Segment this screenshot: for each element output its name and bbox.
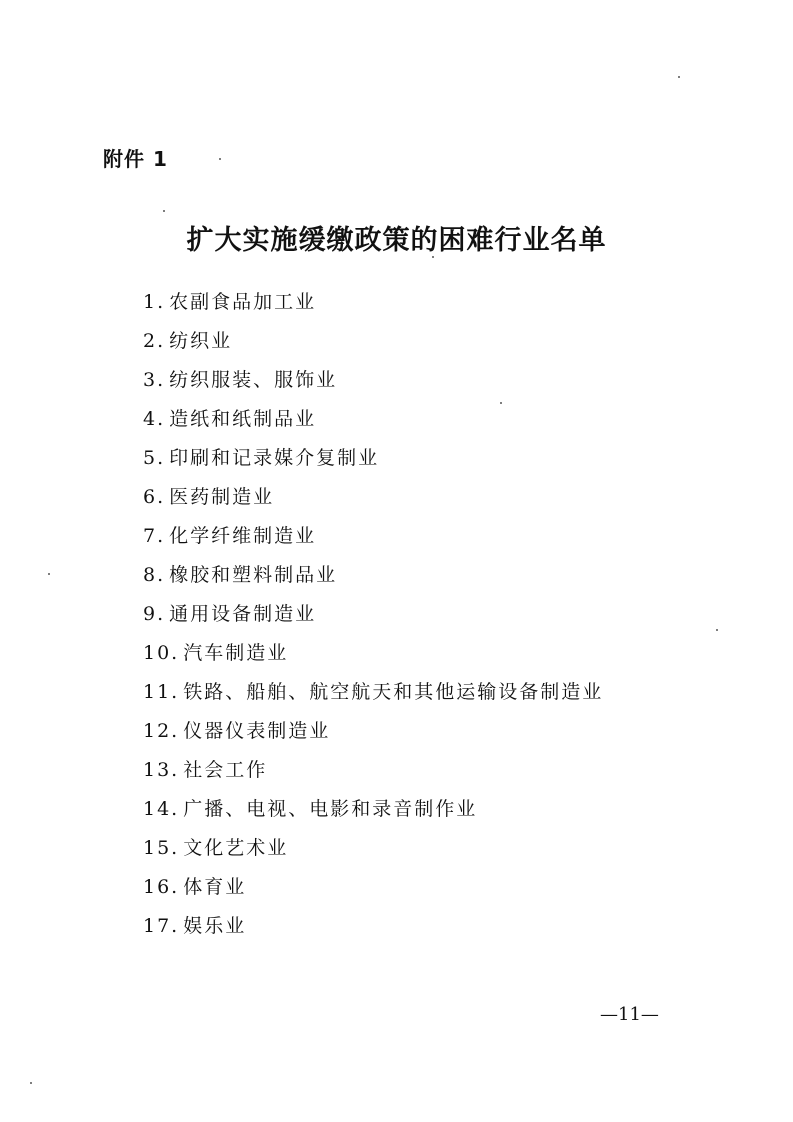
list-item xyxy=(143,829,603,868)
item-text: 通用设备制造业 xyxy=(169,603,317,625)
list-item xyxy=(143,283,603,322)
scan-speck xyxy=(48,573,50,575)
item-number: 2. xyxy=(143,330,166,352)
item-text: 体育业 xyxy=(183,876,247,898)
list-item xyxy=(143,673,603,712)
item-text: 娱乐业 xyxy=(183,915,247,937)
list-item xyxy=(143,400,603,439)
item-number: 13. xyxy=(143,759,180,781)
item-text: 化学纤维制造业 xyxy=(169,525,317,547)
list-item xyxy=(143,790,603,829)
list-item xyxy=(143,595,603,634)
scan-speck xyxy=(432,256,434,258)
list-item xyxy=(143,517,603,556)
item-text: 印刷和记录媒介复制业 xyxy=(169,447,380,469)
item-number: 1. xyxy=(143,291,166,313)
item-text: 造纸和纸制品业 xyxy=(169,408,317,430)
item-number: 9. xyxy=(143,603,166,625)
item-number: 3. xyxy=(143,369,166,391)
list-item xyxy=(143,361,603,400)
item-number: 4. xyxy=(143,408,166,430)
scan-speck xyxy=(30,1082,32,1084)
list-item xyxy=(143,712,603,751)
item-text: 农副食品加工业 xyxy=(169,291,317,313)
list-item xyxy=(143,634,603,673)
document-title: 扩大实施缓缴政策的困难行业名单 xyxy=(186,225,607,256)
scan-speck xyxy=(716,629,718,631)
item-text: 纺织服装、服饰业 xyxy=(169,369,338,391)
item-number: 16. xyxy=(143,876,180,898)
item-text: 仪器仪表制造业 xyxy=(183,720,331,742)
item-number: 11. xyxy=(143,681,180,703)
list-item xyxy=(143,751,603,790)
item-text: 纺织业 xyxy=(169,330,233,352)
scan-speck xyxy=(219,158,221,160)
item-text: 铁路、船舶、航空航天和其他运输设备制造业 xyxy=(183,681,604,703)
item-number: 6. xyxy=(143,486,166,508)
item-number: 17. xyxy=(143,915,180,937)
item-text: 社会工作 xyxy=(183,759,268,781)
item-text: 文化艺术业 xyxy=(183,837,289,859)
list-item xyxy=(143,322,603,361)
item-number: 5. xyxy=(143,447,166,469)
item-number: 8. xyxy=(143,564,166,586)
item-text: 广播、电视、电影和录音制作业 xyxy=(183,798,478,820)
scan-speck xyxy=(678,76,680,78)
item-number: 15. xyxy=(143,837,180,859)
item-number: 14. xyxy=(143,798,180,820)
industry-list xyxy=(143,283,603,946)
page-number: —11— xyxy=(600,1004,659,1025)
scan-speck xyxy=(500,402,502,404)
attachment-label: 附件 1 xyxy=(103,147,168,171)
item-number: 7. xyxy=(143,525,166,547)
list-item xyxy=(143,907,603,946)
list-item xyxy=(143,439,603,478)
item-text: 汽车制造业 xyxy=(183,642,289,664)
item-text: 医药制造业 xyxy=(169,486,275,508)
list-item xyxy=(143,478,603,517)
list-item xyxy=(143,556,603,595)
item-text: 橡胶和塑料制品业 xyxy=(169,564,338,586)
item-number: 12. xyxy=(143,720,180,742)
item-number: 10. xyxy=(143,642,180,664)
list-item xyxy=(143,868,603,907)
scan-speck xyxy=(163,210,165,212)
